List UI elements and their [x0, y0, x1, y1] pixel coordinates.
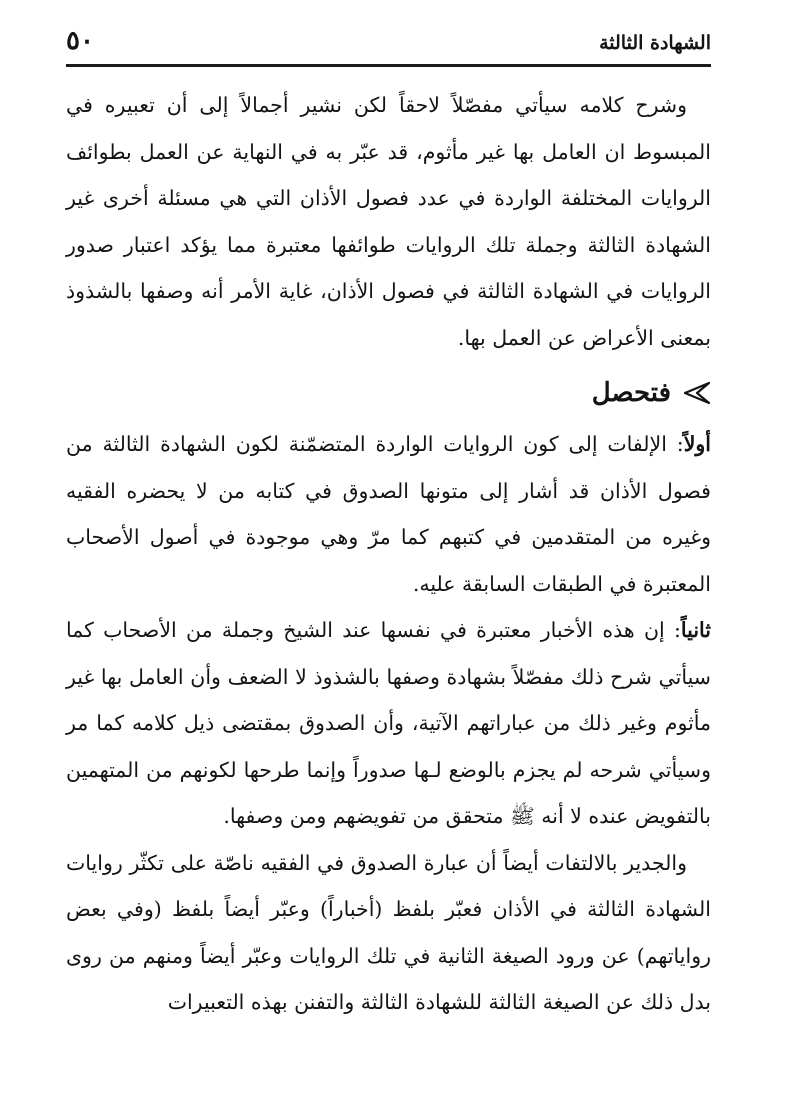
page-number: ٥٠: [66, 26, 94, 56]
page-body: [66, 82, 711, 1026]
point-second-text: : إن هذه الأخبار معتبرة في نفسها عند الشيخ وجملة من الأصحاب كما سيأتي شرح ذلك مفصّلاً بشهادة وصفها بالشذوذ لا الضعف وأن العامل بها غير مأثوم وغير ذلك من عباراتهم الآتية، وأن الصدوق بمقتضى ذيل كلامه كما مر وسيأتي شرحه لم يجزم بالوضع لـها صدوراً وإنما طرحها لكونهم من المتهمين بالتفويض عنده لا أنه ﷺ متحقق من تفويضهم ومن وصفها.: [66, 618, 711, 828]
header-divider: [66, 64, 711, 67]
section-heading: [66, 371, 711, 415]
point-second: [66, 607, 711, 840]
point-first-text: : الإلفات إلى كون الروايات الواردة المتضمّنة لكون الشهادة الثالثة من فصول الأذان قد أشار إلى متونها الصدوق في كتابه من لا يحضره الفقيه وغيره من المتقدمين في كتبهم كما مرّ وهي موجودة في أصول الأصحاب المعتبرة في الطبقات السابقة عليه.: [66, 432, 711, 596]
page-header: [66, 22, 711, 62]
closing-paragraph: والجدير بالالتفات أيضاً أن عبارة الصدوق في الفقيه ناصّة على تكثّر روايات الشهادة الثالثة في الأذان فعبّر بلفظ (أخباراً) وعبّر أيضاً بلفظ (وفي بعض رواياتهم) عن ورود الصيغة الثانية في تلك الروايات وعبّر أيضاً ومنهم من روى بدل ذلك عن الصيغة الثالثة للشهادة الثالثة والتفنن بهذه التعبيرات: [66, 850, 711, 1014]
running-title: الشهادة الثالثة: [599, 32, 711, 54]
arrow-icon: [683, 381, 711, 405]
intro-paragraph: وشرح كلامه سيأتي مفصّلاً لاحقاً لكن نشير أجمالاً إلى أن تعبيره في المبسوط ان العامل بها غير مأثوم، قد عبّر به في النهاية عن العمل بطوائف الروايات المختلفة الواردة في عدد فصول الأذان التي هي مسئلة أخرى غير الشهادة الثالثة وجملة تلك الروايات طوائفها معتبرة مما يؤكد اعتبار صدور الروايات في الشهادة الثالثة في فصول الأذان، غاية الأمر أنه وصفها بالشذوذ بمعنى الأعراض عن العمل بها.: [66, 93, 711, 350]
point-first-lead: أولاً: [683, 432, 711, 456]
point-second-lead: ثانياً: [680, 618, 711, 642]
point-first: [66, 421, 711, 607]
section-heading-label: فتحصل: [591, 377, 671, 408]
